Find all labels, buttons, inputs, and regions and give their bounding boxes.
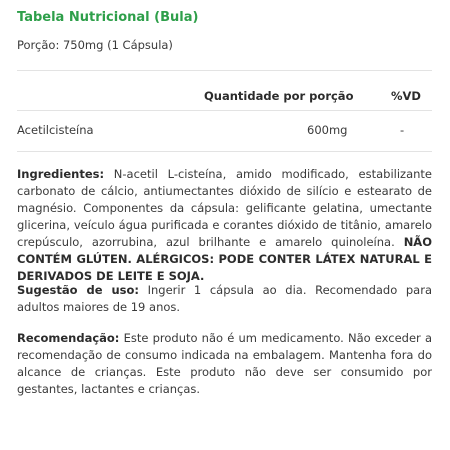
page-title: Tabela Nutricional (Bula)	[17, 10, 199, 25]
nutrient-amount: 600mg	[307, 123, 348, 137]
divider-header	[17, 110, 432, 111]
usage-paragraph	[17, 282, 432, 316]
column-header-amount: Quantidade por porção	[204, 89, 354, 103]
ingredients-label: Ingredientes:	[17, 167, 105, 181]
nutrient-name: Acetilcisteína	[17, 123, 94, 137]
nutrient-vd: -	[400, 123, 405, 137]
serving-size: Porção: 750mg (1 Cápsula)	[17, 38, 173, 52]
ingredients-text: N-acetil L-cisteína, amido modificado, estabilizante carbonato de cálcio, antiumectantes dióxido de silício e estearato de magnésio. Componentes da cápsula: gelificante gelatina, umectante glicerina, veículo água purificada e corantes dióxido de titânio, amarelo crepúsculo, azorrubina, azul brilhante e amarelo quinoleína.	[17, 167, 432, 249]
recommendation-paragraph	[17, 330, 432, 398]
divider-table-bottom	[17, 151, 432, 152]
column-header-vd: %VD	[391, 89, 421, 103]
ingredients-paragraph	[17, 166, 432, 285]
usage-text: Ingerir 1 cápsula ao dia. Recomendado para adultos maiores de 19 anos.	[17, 283, 432, 314]
divider-top	[17, 70, 432, 71]
recommendation-text: Este produto não é um medicamento. Não exceder a recomendação de consumo indicada na embalagem. Mantenha fora do alcance de crianças. Este produto não deve ser consumido por gestantes, lactantes e crianças.	[17, 331, 432, 396]
recommendation-label: Recomendação:	[17, 331, 120, 345]
usage-label: Sugestão de uso:	[17, 283, 139, 297]
allergen-warning: NÃO CONTÉM GLÚTEN. ALÉRGICOS: PODE CONTER LÁTEX NATURAL E DERIVADOS DE LEITE E SOJA.	[17, 235, 432, 283]
